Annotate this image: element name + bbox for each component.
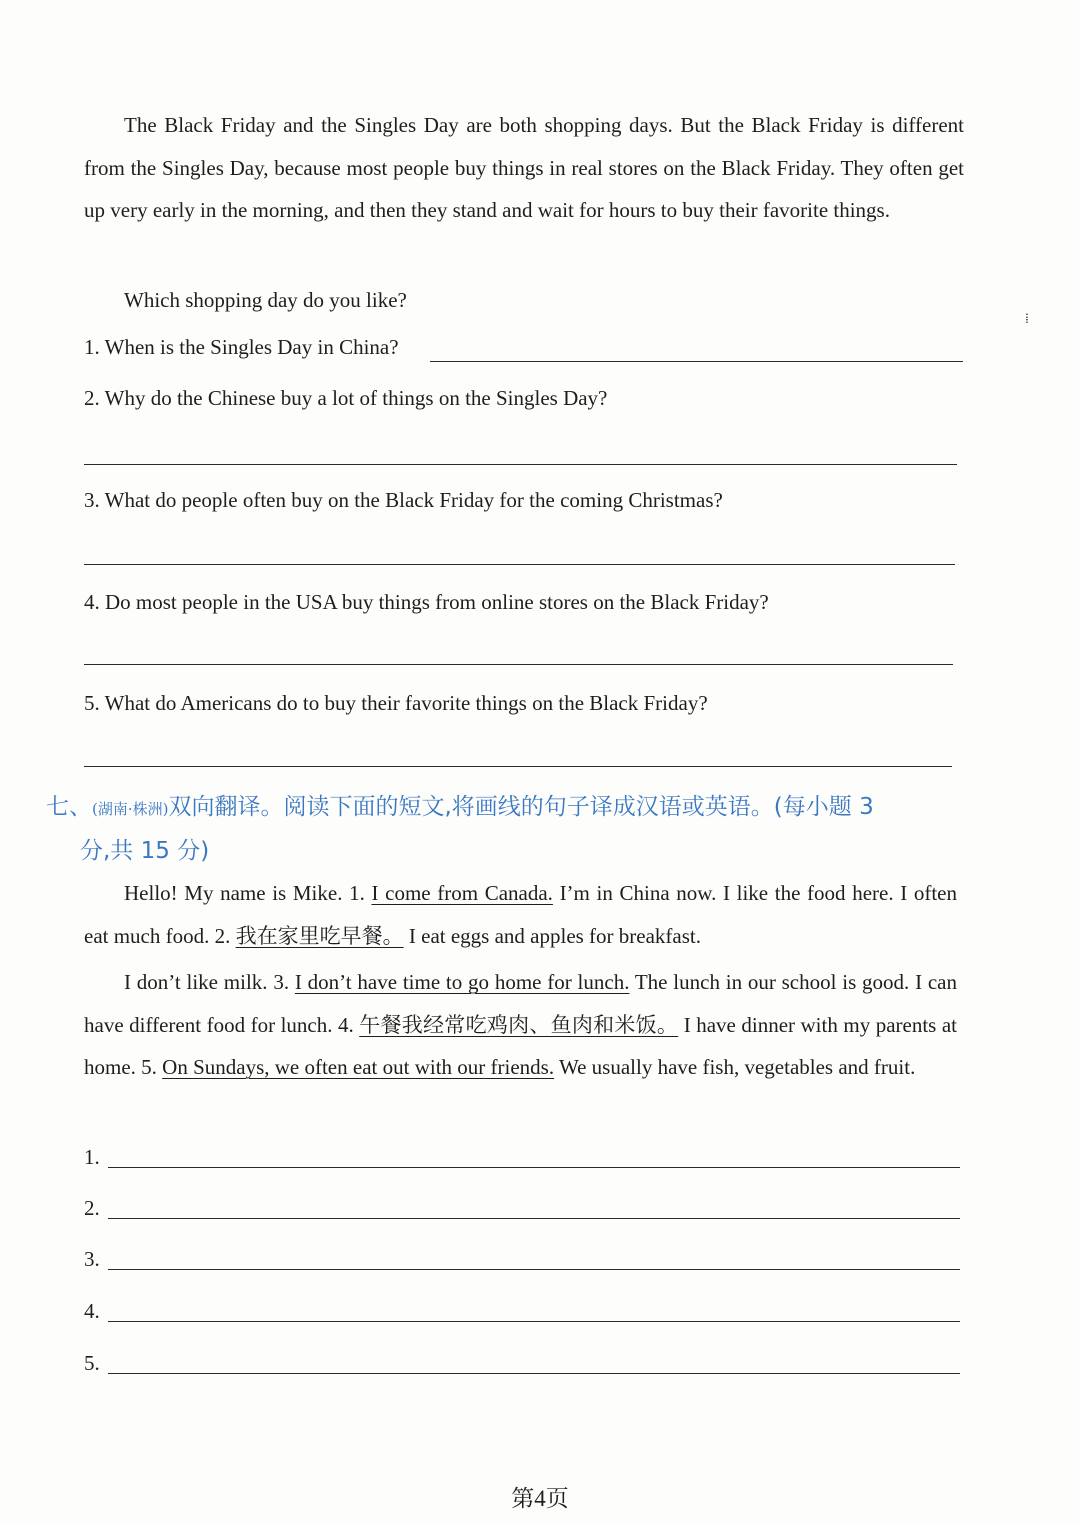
translation-line-3[interactable] [108,1269,960,1270]
translation-line-4[interactable] [108,1321,960,1322]
translation-line-5[interactable] [108,1373,960,1374]
translation-line-1[interactable] [108,1167,960,1168]
underlined-sentence-2: 我在家里吃早餐。 [235,923,404,948]
underlined-sentence-4: 午餐我经常吃鸡肉、鱼肉和米饭。 [359,1012,679,1037]
passage2-text: We usually have fish, vegetables and fruit. [554,1055,916,1079]
answer-label-2: 2. [84,1196,100,1220]
answer-label-3: 3. [84,1247,100,1271]
passage2-text: I’m in China now. I like the food here. I often eat much food. 2. [84,881,957,948]
question-4: 4. Do most people in the USA buy things from online stores on the Black Friday? [84,590,769,614]
section-7-instruction: 双向翻译。阅读下面的短文,将画线的句子译成汉语或英语。(每小题 3 [168,794,874,820]
answer-line-q5[interactable] [84,766,952,767]
section-7-heading [46,786,966,872]
answer-label-5: 5. [84,1351,100,1375]
passage2-text: I eat eggs and apples for breakfast. [403,923,701,948]
answer-line-q3[interactable] [84,564,955,565]
answer-label-1: 1. [84,1145,100,1169]
question-5: 5. What do Americans do to buy their favorite things on the Black Friday? [84,691,708,715]
translation-line-2[interactable] [108,1218,960,1219]
question-3: 3. What do people often buy on the Black Friday for the coming Christmas? [84,488,723,512]
margin-mark: ⁞ [1025,312,1029,327]
passage2-paragraph-1 [84,872,957,957]
passage2-paragraph-2 [84,961,957,1089]
underlined-sentence-1: I come from Canada. [371,881,553,905]
answer-line-q1[interactable] [430,361,963,362]
page-number: 第4页 [511,1486,569,1511]
underlined-sentence-3: I don’t have time to go home for lunch. [294,970,630,994]
passage2-text: Hello! My name is Mike. 1. [124,881,372,905]
answer-label-4: 4. [84,1299,100,1323]
passage-paragraph-1: The Black Friday and the Singles Day are both shopping days. But the Black Friday is different from the Singles Day, because most people buy things in real stores on the Black Friday. They often get up very early in the morning, and then they stand and wait for hours to buy their favorite things. [84,113,964,222]
passage2-text: I don’t like milk. 3. [124,970,295,994]
passage2-text: I have dinner with my parents at home. 5. [84,1012,958,1079]
passage-paragraph-2: Which shopping day do you like? [124,288,407,312]
underlined-sentence-5: On Sundays, we often eat out with our friends. [162,1055,555,1079]
section-7-instruction-cont: 分,共 15 分) [80,838,210,864]
passage2-text: The lunch in our school is good. I can have different food for lunch. 4. [84,970,957,1037]
question-2: 2. Why do the Chinese buy a lot of things on the Singles Day? [84,386,608,410]
section-7-source: (湖南·株洲) [92,800,169,818]
answer-line-q2[interactable] [84,464,957,465]
answer-line-q4[interactable] [84,664,953,665]
question-1: 1. When is the Singles Day in China? [84,335,399,359]
section-7-number: 七、 [46,794,92,820]
